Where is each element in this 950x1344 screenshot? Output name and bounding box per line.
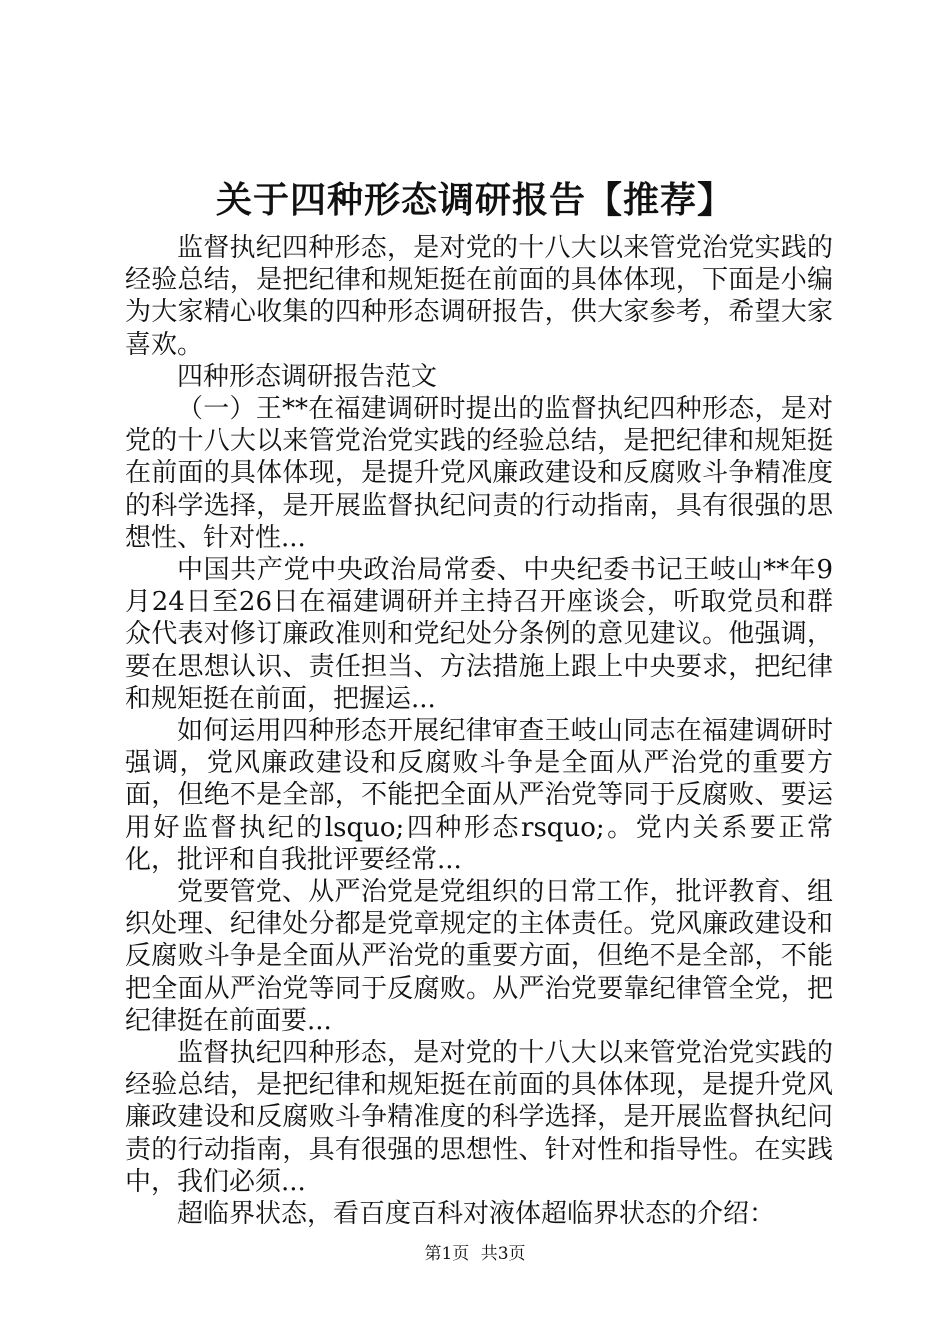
document-body <box>125 232 833 1230</box>
paragraph-intro: 监督执纪四种形态，是对党的十八大以来管党治党实践的经验总结，是把纪律和规矩挺在前面的具体体现，下面是小编为大家精心收集的四种形态调研报告，供大家参考，希望大家喜欢。 <box>125 233 833 360</box>
paragraph-excerpt-5: 监督执纪四种形态，是对党的十八大以来管党治党实践的经验总结，是把纪律和规矩挺在前面的具体体现，是提升党风廉政建设和反腐败斗争精准度的科学选择，是开展监督执纪问责的行动指南，具有很强的思想性、针对性和指导性。在实践中，我们必须... <box>125 1038 833 1197</box>
page-footer <box>0 1243 950 1265</box>
document-title: 关于四种形态调研报告【推荐】 <box>215 179 734 221</box>
paragraph-excerpt-2: 中国共产党中央政治局常委、中央纪委书记王岐山**年9月24日至26日在福建调研并主持召开座谈会，听取党员和群众代表对修订廉政准则和党纪处分条例的意见建议。他强调，要在思想认识、责任担当、方法措施上跟上中央要求，把纪律和规矩挺在前面，把握运... <box>125 555 833 714</box>
paragraph-excerpt-3: 如何运用四种形态开展纪律审查王岐山同志在福建调研时强调，党风廉政建设和反腐败斗争是全面从严治党的重要方面，但绝不是全部，不能把全面从严治党等同于反腐败、要运用好监督执纪的lsquo;四种形态rsquo;。党内关系要正常化，批评和自我批评要经常... <box>125 716 833 875</box>
page-total: 共3页 <box>480 1244 526 1264</box>
paragraph-excerpt-4: 党要管党、从严治党是党组织的日常工作，批评教育、组织处理、纪律处分都是党章规定的主体责任。党风廉政建设和反腐败斗争是全面从严治党的重要方面，但绝不是全部，不能把全面从严治党等同于反腐败。从严治党要靠纪律管全党，把纪律挺在前面要... <box>125 877 833 1036</box>
paragraph-section-heading: 四种形态调研报告范文 <box>177 361 438 392</box>
page-number: 第1页 <box>424 1244 470 1264</box>
paragraph-excerpt-1: （一）王**在福建调研时提出的监督执纪四种形态，是对党的十八大以来管党治党实践的经验总结，是把纪律和规矩挺在前面的具体体现，是提升党风廉政建设和反腐败斗争精准度的科学选择，是开展监督执纪问责的行动指南，具有很强的思想性、针对性... <box>125 394 833 553</box>
paragraph-excerpt-6: 超临界状态，看百度百科对液体超临界状态的介绍： <box>177 1199 776 1230</box>
